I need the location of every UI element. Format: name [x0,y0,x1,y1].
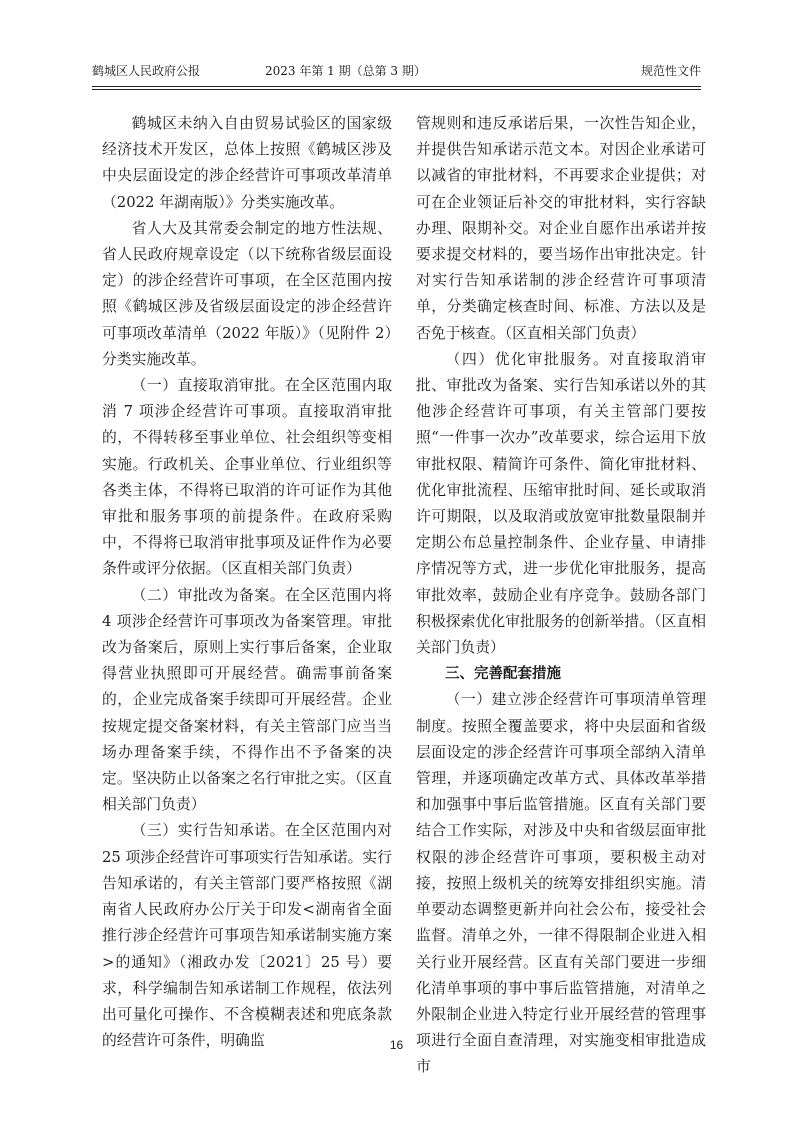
page-number: 16 [389,1038,404,1052]
paragraph-filing: （二）审批改为备案。在全区范围内将 4 项涉企经营许可事项改为备案管理。审批改为备案后，原则上实行事后备案，企业取得营业执照即可开展经营。确需事前备案的，企业完成备案手续即可开展经营。企业按规定提交备案材料，有关主管部门应当当场办理备案手续，不得作出不予备案的决定。坚决防止以备案之名行审批之实。（区直相关部门负责） [102,586,392,814]
right-column [416,111,706,1081]
issue-number: 2023 年第 1 期（总第 3 期） [265,64,426,78]
left-column [102,111,392,1054]
section-heading: 三、完善配套措施 [445,666,561,683]
paragraph-ned: 鹤城区未纳入自由贸易试验区的国家级经济技术开发区，总体上按照《鹤城区涉及中央层面设定的涉企经营许可事项改革清单（2022 年湖南版）》分类实施改革。 [102,115,392,211]
paragraph-list-management: （一）建立涉企经营许可事项清单管理制度。按照全覆盖要求，将中央层面和省级层面设定的涉企经营许可事项全部纳入清单管理，并逐项确定改革方式、具体改革举措和加强事中事后监管措施。区直有关部门要结合工作实际，对涉及中央和省级层面审批权限的涉企经营许可事项，要积极主动对接，按照上级机关的统筹安排组织实施。清单要动态调整更新并向社会公布，接受社会监督。清单之外，一律不得限制企业进入相关行业开展经营。区直有关部门要进一步细化清单事项的事中事后监管措施，对清单之外限制企业进入特定行业开展经营的管理事项进行全面自查清理，对实施变相审批造成市 [416,691,706,1076]
paragraph-provincial-scope: 省人大及其常委会制定的地方性法规、省人民政府规章设定（以下统称省级层面设定）的涉企经营许可事项，在全区范围内按照《鹤城区涉及省级层面设定的涉企经营许可事项改革清单（2022 年版）》（见附件 2）分类实施改革。 [102,219,392,368]
bulletin-name: 鹤城区人民政府公报 [92,64,201,78]
header-rule-thick [92,89,701,90]
header-rule-thin [92,86,701,87]
paragraph-optimize-service: （四）优化审批服务。对直接取消审批、审批改为备案、实行告知承诺以外的其他涉企经营许可事项，有关主管部门要按照“一件事一次办”改革要求，综合运用下放审批权限、精简许可条件、简化审批材料、优化审批流程、压缩审批时间、延长或取消许可期限，以及取消或放宽审批数量限制并定期公布总量控制条件、企业存量、申请排序情况等方式，进一步优化审批服务，提高审批效率，鼓励企业有序竞争。鼓励各部门积极探索优化审批服务的创新举措。（区直相关部门负责） [416,350,706,657]
paragraph-cancel-approval: （一）直接取消审批。在全区范围内取消 7 项涉企经营许可事项。直接取消审批的，不得转移至事业单位、社会组织等变相实施。行政机关、企事业单位、行业组织等各类主体，不得将已取消的许可证作为其他审批和服务事项的前提条件。在政府采购中，不得将已取消审批事项及证件作为必要条件或评分依据。（区直相关部门负责） [102,377,392,578]
paragraph-notification-commitment: （三）实行告知承诺。在全区范围内对 25 项涉企经营许可事项实行告知承诺。实行告知承诺的，有关主管部门要严格按照《湖南省人民政府办公厅关于印发<湖南省全面推行涉企经营许可事项告知承诺制实施方案>的通知》（湘政办发〔2021〕25 号）要求，科学编制告知承诺制工作规程，依法列出可量化可操作、不含模糊表述和兜底条款的经营许可条件，明确监 [102,822,392,1050]
paragraph-continuation: 管规则和违反承诺后果，一次性告知企业，并提供告知承诺示范文本。对因企业承诺可以减省的审批材料，不再要求企业提供；对可在企业领证后补交的审批材料，实行容缺办理、限期补交。对企业自愿作出承诺并按要求提交材料的，要当场作出审批决定。针对实行告知承诺制的涉企经营许可事项清单，分类确定核查时间、标准、方法以及是否免于核查。（区直相关部门负责） [416,115,706,342]
page-header [92,62,701,84]
section-name: 规范性文件 [640,64,701,78]
